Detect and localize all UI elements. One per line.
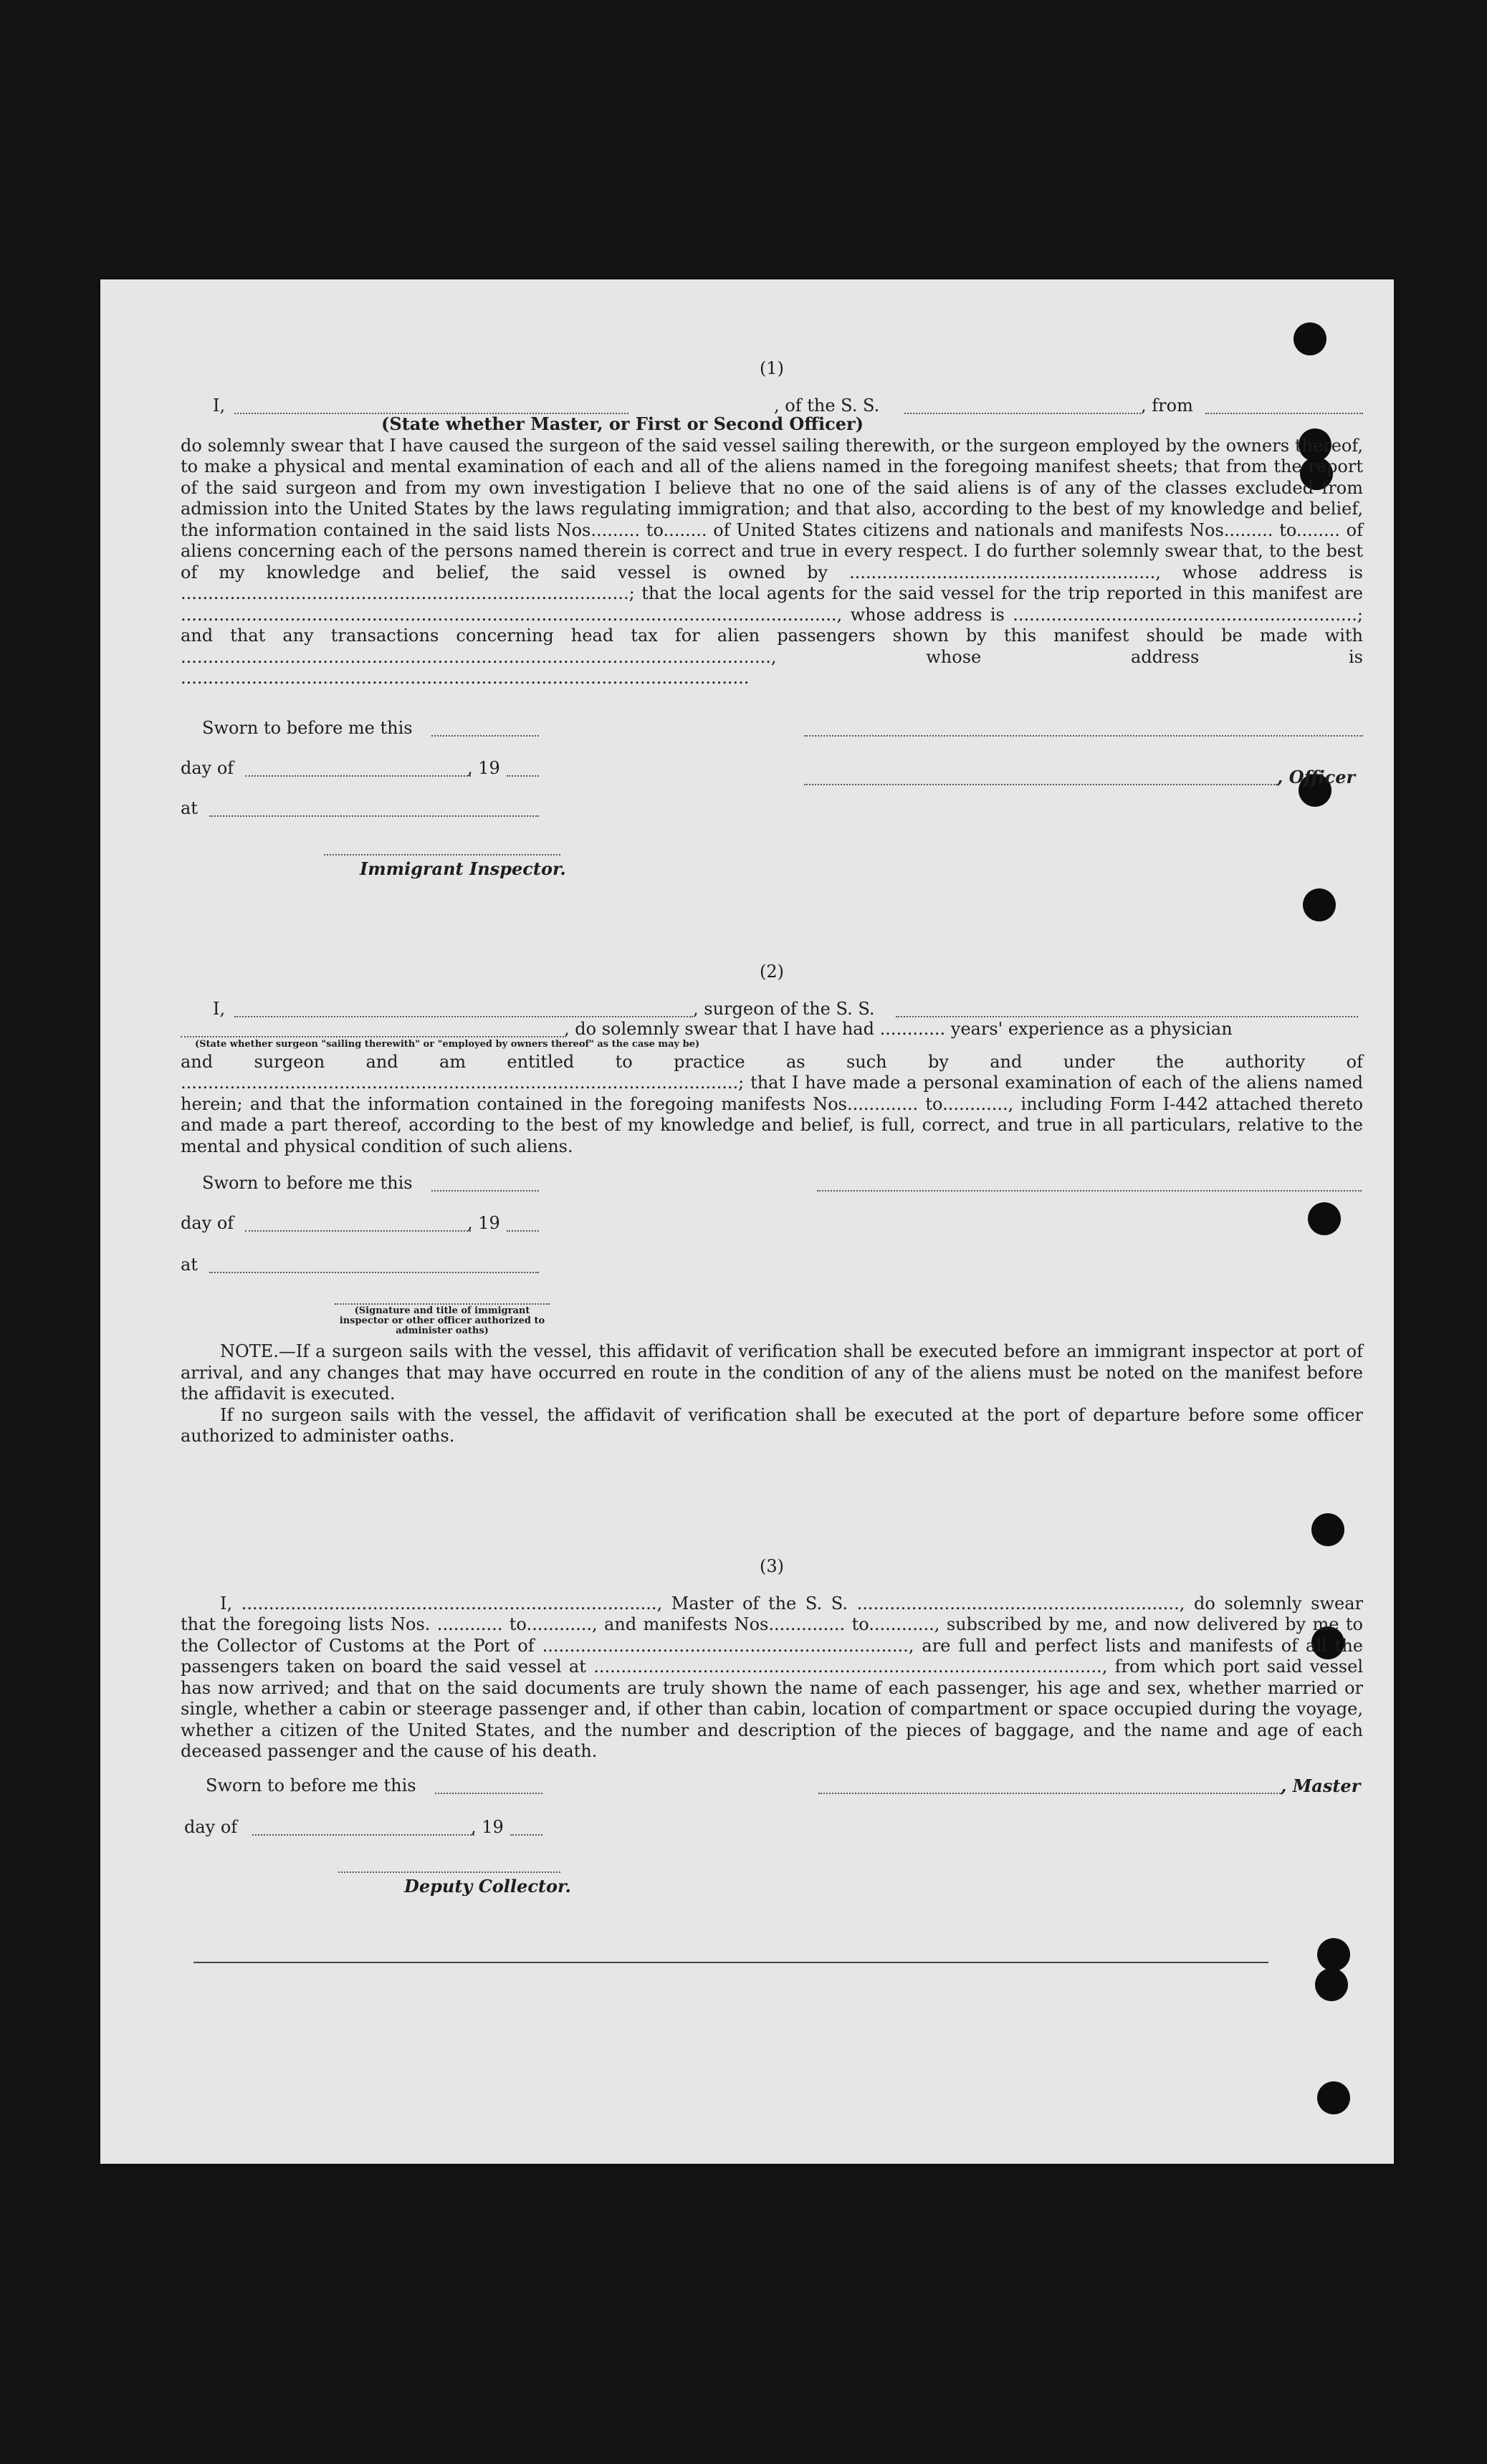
of-ss-label: , of the S. S. — [774, 395, 880, 416]
officer-signature-line[interactable] — [804, 734, 1363, 737]
signature-caption: (Signature and title of immigrant inspector or other officer authorized to administer oaths) — [339, 1305, 545, 1336]
year-line[interactable] — [510, 1833, 542, 1836]
sworn-label: Sworn to before me this — [202, 717, 413, 738]
day-of-label: day of — [184, 1816, 238, 1837]
swear-label: , do solemnly swear that I have had ............ years' experience as a physician — [564, 1018, 1233, 1039]
day-of-line[interactable] — [245, 774, 471, 777]
master-label: , Master — [1281, 1775, 1361, 1796]
deputy-label: Deputy Collector. — [404, 1875, 571, 1897]
note-surgeon: NOTE.—If a surgeon sails with the vessel, this affidavit of verification shall be executed before an immigrant inspector at port of arrival, and any changes that may have occurred en route in the condition of any of the aliens must be noted on the manifest before the affidavit is executed. — [181, 1341, 1363, 1404]
surgeon-type-line[interactable] — [181, 1035, 564, 1037]
bottom-rule — [193, 1962, 1268, 1963]
surgeon-name-line[interactable] — [234, 1015, 693, 1017]
deputy-signature-line[interactable] — [338, 1870, 560, 1873]
affidavit-surgeon — [181, 962, 1363, 1447]
master-signature-line[interactable] — [818, 1791, 1281, 1794]
year-label: , 19 — [467, 757, 500, 778]
administrator-signature-line[interactable] — [335, 1302, 550, 1305]
officer-caption: (State whether Master, or First or Second Officer) — [381, 413, 864, 434]
surgeon-of-label: , surgeon of the S. S. — [693, 998, 875, 1019]
binder-hole — [1294, 322, 1326, 355]
sworn-date-line[interactable] — [431, 1189, 539, 1192]
year-label: , 19 — [471, 1816, 504, 1837]
officer-label: , Officer — [1277, 766, 1356, 787]
sworn-date-line[interactable] — [431, 734, 539, 737]
binder-hole — [1315, 1968, 1348, 2001]
binder-hole — [1317, 2081, 1350, 2114]
day-of-label: day of — [181, 1213, 234, 1233]
sworn-date-line[interactable] — [435, 1791, 542, 1794]
section-number: (1) — [760, 358, 784, 378]
year-label: , 19 — [467, 1213, 500, 1233]
manifest-page — [100, 279, 1394, 2164]
at-label: at — [181, 797, 198, 818]
binder-hole — [1317, 1938, 1350, 1971]
section-number: (2) — [760, 962, 784, 982]
from-port-line[interactable] — [1205, 411, 1363, 414]
day-of-line[interactable] — [245, 1229, 471, 1232]
note-no-surgeon: If no surgeon sails with the vessel, the affidavit of verification shall be executed at the port of departure before some officer authorized to administer oaths. — [181, 1404, 1363, 1446]
surgeon-caption: (State whether surgeon "sailing therewith" or "employed by owners thereof" as the case may be) — [195, 1038, 700, 1050]
year-line[interactable] — [507, 1229, 539, 1232]
at-place-line[interactable] — [209, 1270, 539, 1273]
inspector-label: Immigrant Inspector. — [360, 858, 566, 879]
vessel-name-line[interactable] — [904, 411, 1141, 414]
year-line[interactable] — [507, 774, 539, 777]
day-of-line[interactable] — [252, 1833, 474, 1836]
surgeon-body: and surgeon and am entitled to practice as such by and under the authority of ......................................................................................................; that I have made a personal examination of each of the aliens named herein; and that the information contained in the foregoing manifests Nos............. to............, including Form I-442 attached thereto and made a part thereof, according to the best of my knowledge and belief, is full, correct, and true in all particulars, relative to the mental and physical condition of such aliens. — [181, 1051, 1363, 1156]
surgeon-vessel-line[interactable] — [896, 1015, 1358, 1017]
section-number: (3) — [760, 1556, 784, 1576]
officer-title-line[interactable] — [804, 782, 1277, 785]
surgeon-signature-line[interactable] — [817, 1189, 1362, 1192]
affidavit-master-lists — [181, 1556, 1363, 1904]
at-place-line[interactable] — [209, 814, 539, 817]
day-of-label: day of — [181, 757, 234, 778]
sworn-label: Sworn to before me this — [206, 1775, 416, 1796]
from-label: , from — [1141, 395, 1193, 416]
inspector-signature-line[interactable] — [324, 853, 560, 855]
at-label: at — [181, 1255, 198, 1275]
affidavit-master — [181, 358, 1363, 897]
binder-hole — [1311, 1513, 1344, 1546]
i-prefix: I, — [213, 395, 226, 416]
i-prefix: I, — [213, 998, 226, 1019]
sworn-label: Sworn to before me this — [202, 1173, 413, 1193]
affidavit-body: do solemnly swear that I have caused the surgeon of the said vessel sailing therewith, or the surgeon employed by the owners thereof, to make a physical and mental examination of each and all of the aliens named in the foregoing manifest sheets; that from the report of the said surgeon and from my own investigation I believe that no one of the said aliens is of any of the classes excluded from admission into the United States by the laws regulating immigration; and that also, according to the best of my knowledge and belief, the information contained in the said lists Nos......... to........ of United States citizens and nationals and manifests Nos......... to........ of aliens concerning each of the persons named therein is correct and true in every respect. I do further solemnly swear that, to the best of my knowledge and belief, the said vessel is owned by ........................................................, whose address is ..................................................................................; that the local agents for the said vessel for the trip reported in this manifest are ........................................................................................................................, whose address is ...............................................................; and that any transactions concerning head tax for alien passengers shown by this manifest should be made with ............................................................................................................, whose address is ........................................................................................................ — [181, 435, 1363, 688]
master-body: I, ............................................................................, Master of the S. S. ..........................................................., do solemnly swear that the foregoing lists Nos. ............ to............, and manifests Nos.............. to............, subscribed by me, and now delivered by me to the Collector of Customs at the Port of ..................................................................., are full and perfect lists and manifests of all the passengers taken on board the said vessel at ............................................................................................., from which port said vessel has now arrived; and that on the said documents are truly shown the name of each passenger, his age and sex, whether married or single, whether a cabin or steerage passenger and, if other than cabin, location of compartment or space occupied during the voyage, whether a citizen of the United States, and the number and description of the pieces of baggage, and the name and age of each deceased passenger and the cause of his death. — [181, 1593, 1363, 1761]
